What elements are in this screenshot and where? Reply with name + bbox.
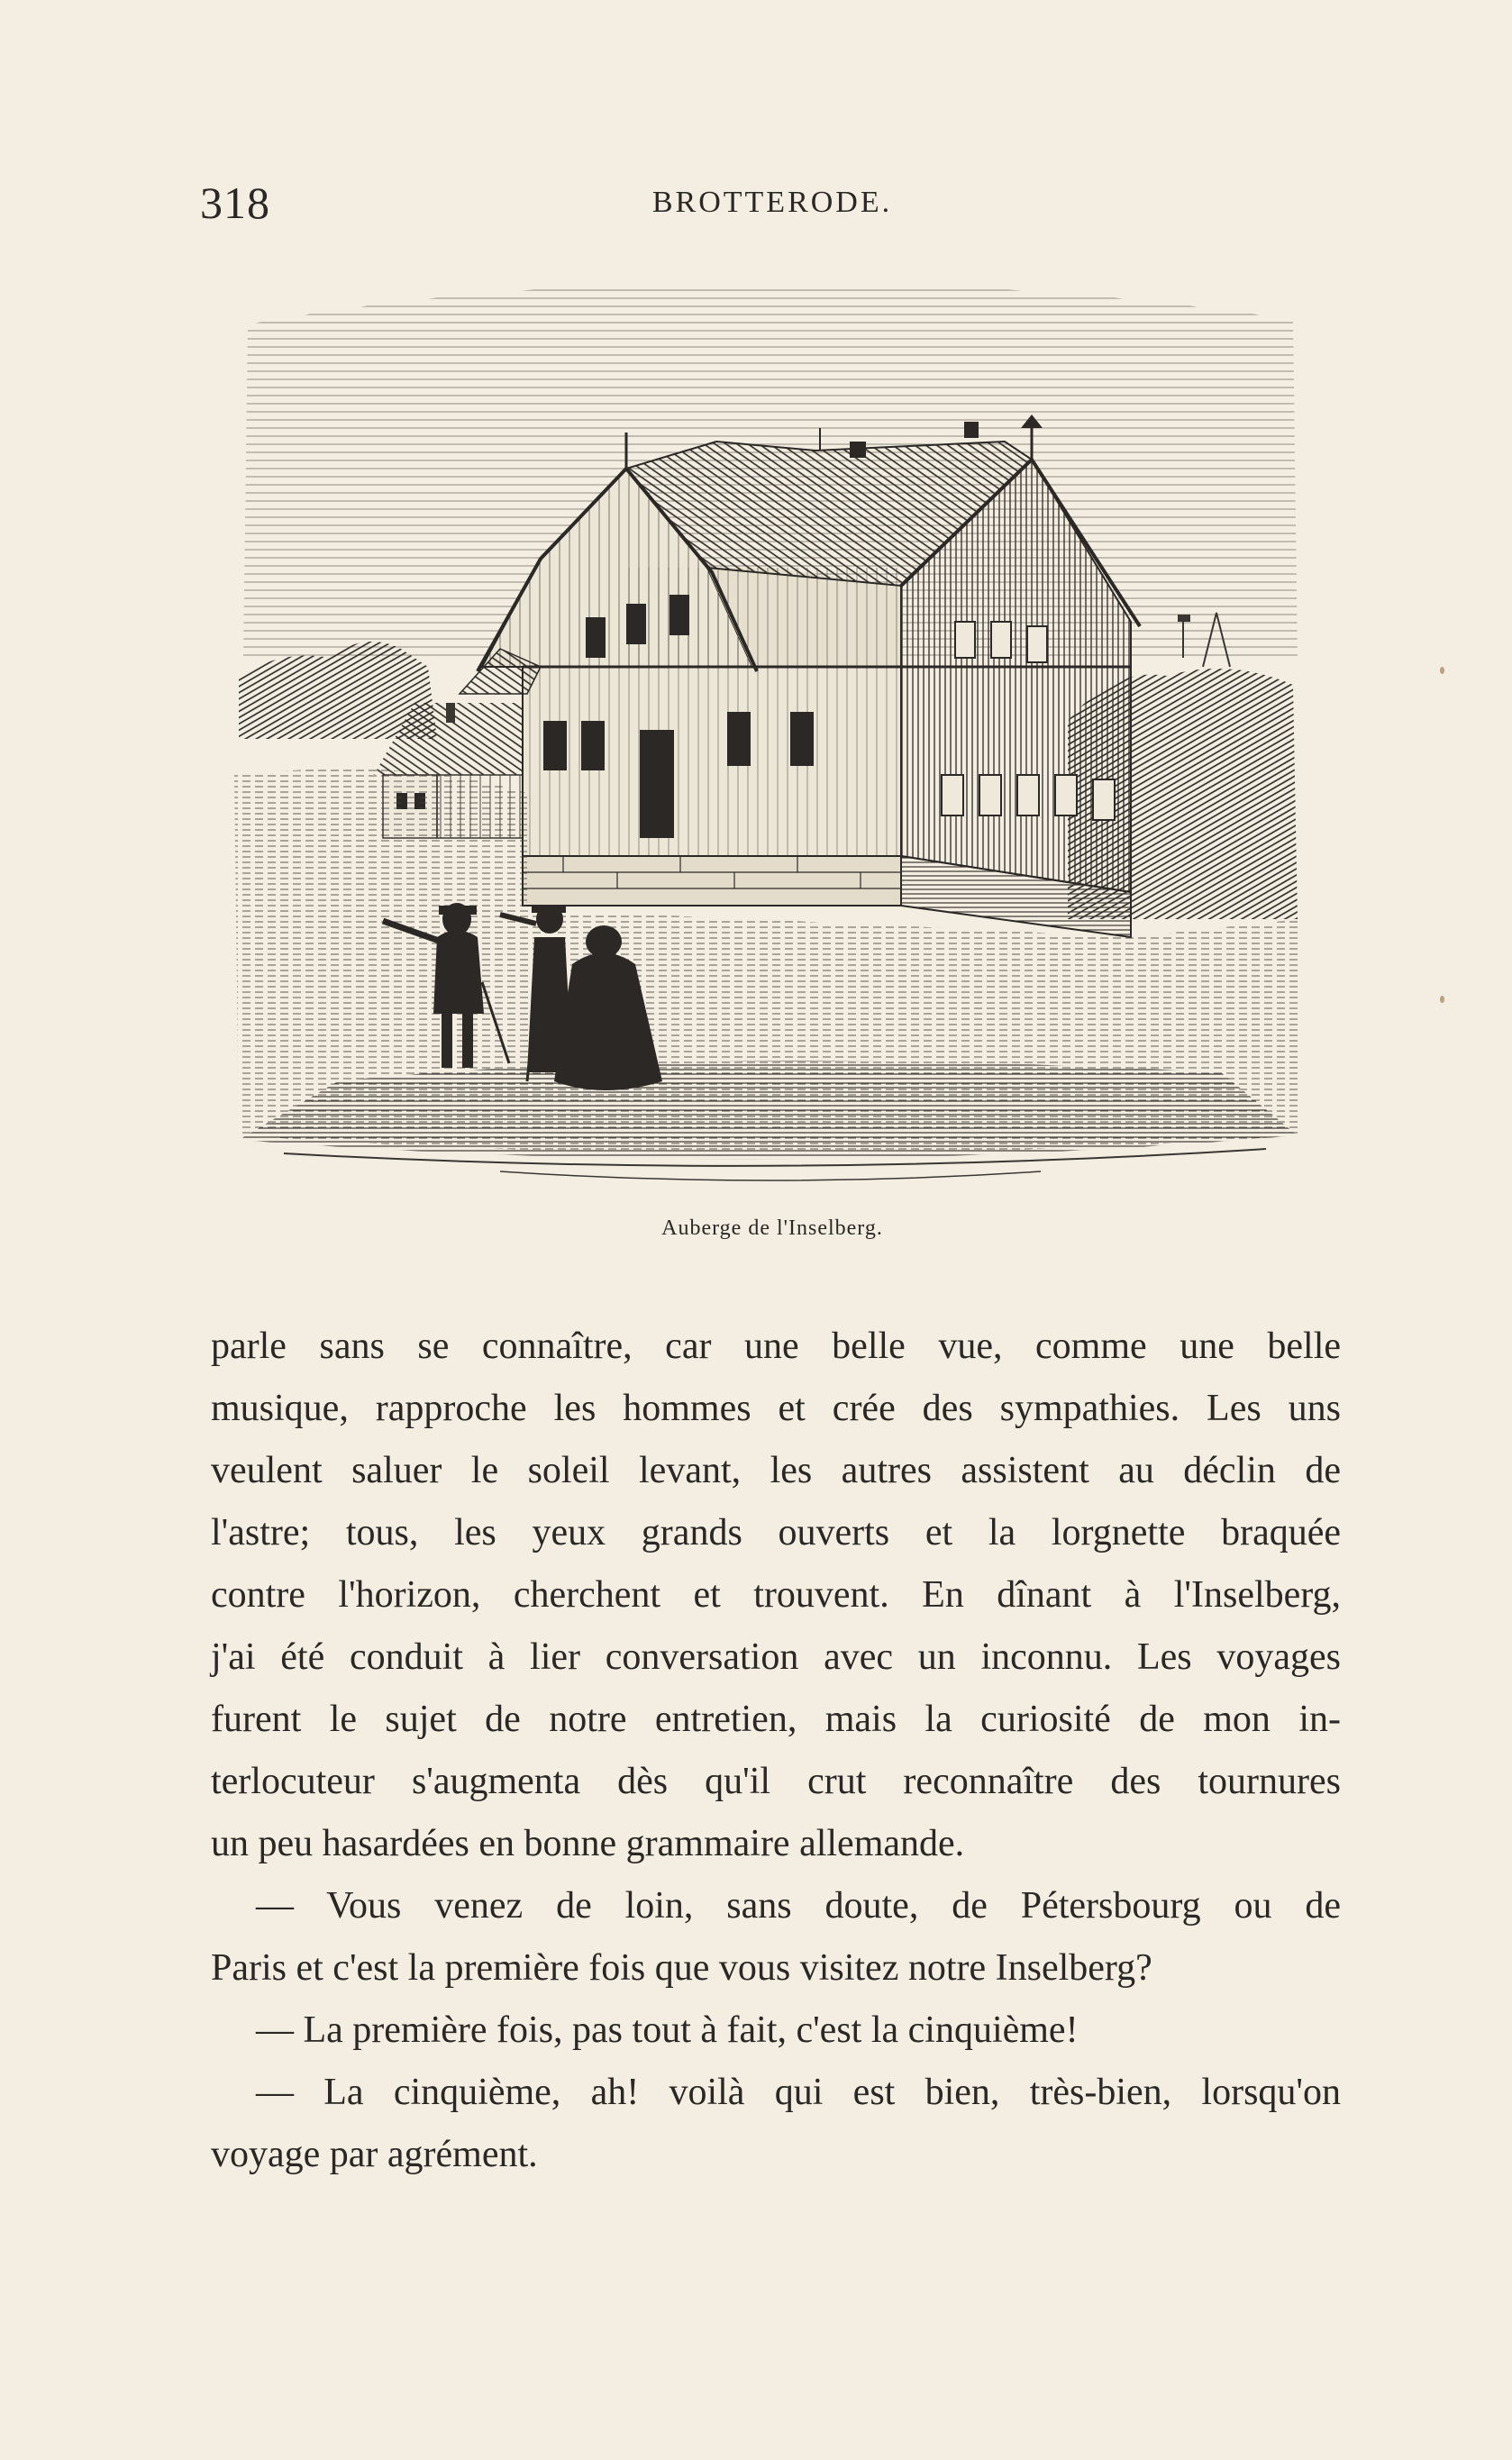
text-line: l'astre; tous, les yeux grands ouverts et la lorgnette braquée: [211, 1512, 1341, 1553]
text-line: un peu hasardées en bonne grammaire allemande.: [211, 1823, 965, 1864]
figure-caption: Auberge de l'Inselberg.: [661, 1216, 883, 1240]
body-text: [211, 1316, 1341, 2186]
text-line: j'ai été conduit à lier conversation avec un inconnu. Les voyages: [211, 1636, 1341, 1678]
text-line: veulent saluer le soleil levant, les autres assistent au déclin de: [211, 1450, 1341, 1491]
text-line: furent le sujet de notre entretien, mais la curiosité de mon in-: [211, 1699, 1341, 1740]
text-line: Paris et c'est la première fois que vous visitez notre Inselberg?: [211, 1947, 1152, 1989]
text-line: terlocuteur s'augmenta dès qu'il crut reconnaître des tournures: [211, 1761, 1341, 1802]
running-head: [200, 177, 1344, 231]
text-line: parle sans se connaître, car une belle vue, comme une belle: [211, 1326, 1341, 1367]
paper-speck: [1440, 996, 1444, 1003]
text-line: contre l'horizon, cherchent et trouvent. En dînant à l'Inselberg,: [211, 1574, 1341, 1616]
text-line: voyage par agrément.: [211, 2134, 538, 2175]
engraving-illustration: [230, 270, 1307, 1198]
text-line: musique, rapproche les hommes et crée des sympathies. Les uns: [211, 1388, 1341, 1429]
text-line: — La première fois, pas tout à fait, c'est la cinquième!: [256, 2009, 1079, 2051]
text-line: — La cinquième, ah! voilà qui est bien, très-bien, lorsqu'on: [256, 2072, 1341, 2113]
running-title: BROTTERODE.: [651, 186, 893, 219]
page-number: 318: [200, 178, 270, 228]
paper-speck: [1440, 667, 1444, 674]
text-line: — Vous venez de loin, sans doute, de Pétersbourg ou de: [256, 1885, 1341, 1927]
